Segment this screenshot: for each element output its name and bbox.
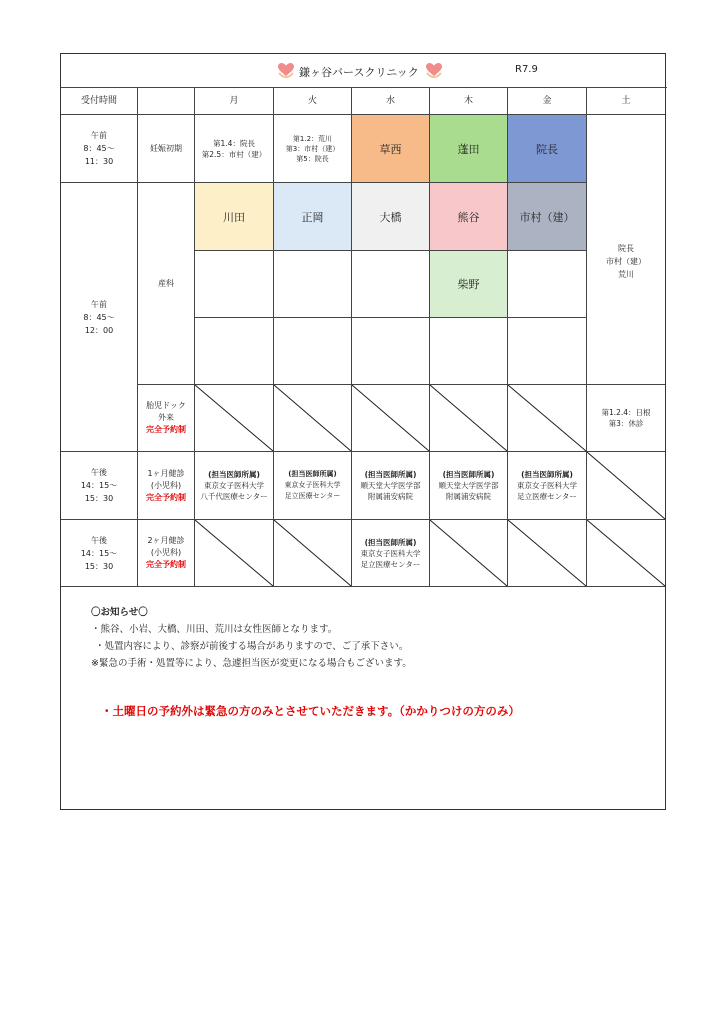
ob-tue-2 [274,251,352,318]
reservation-only-label: 完全予約制 [146,560,186,569]
pm1-tue [274,452,352,520]
notice-saturday-emphasis: ・土曜日の予約外は緊急の方のみとさせていただきます。（かかりつけの方のみ） [101,704,520,718]
doctor-line: 第3：休診 [608,419,644,428]
time-am1 [61,115,138,183]
pm1-wed [352,452,430,520]
time-end: 15：30 [84,494,114,503]
affiliation-line: 足立医療センター [517,492,577,501]
affiliation-line: 東京女子医科大学 [284,481,341,489]
notice-line-female-doctors: ・熊谷、小岩、大橋、川田、荒川は女性医師となります。 [91,624,338,635]
affiliation-heading: (担当医師所属) [521,470,573,479]
clinic-name: 鎌ヶ谷バースクリニック [299,66,419,79]
affiliation-heading: (担当医師所属) [364,537,417,547]
col-header-wed: 水 [352,88,430,115]
time-label: 午前 [91,131,107,140]
time-label: 午後 [91,535,107,545]
col-header-thu: 木 [430,88,508,115]
time-pm2 [61,520,138,587]
col-header-tue: 火 [274,88,352,115]
affiliation-heading: (担当医師所属) [288,470,337,478]
category-fetal-dock [138,385,195,452]
affiliation-line: 附属浦安病院 [368,492,413,501]
affiliation-line: 八千代医療センター [200,492,268,501]
category-2month-checkup [138,520,195,587]
notice-title: 〇お知らせ〇 [91,607,148,618]
category-line: 2ヶ月健診 [147,536,185,545]
category-early-pregnancy: 妊娠初期 [138,115,195,183]
time-am2 [61,183,138,452]
title-bar [61,54,667,88]
pm2-wed [352,520,430,587]
doctor-line: 第1.2.4：日根 [601,408,651,417]
am1-wed: 草西 [352,115,430,183]
affiliation-heading: (担当医師所属) [442,470,495,479]
dock-mon-closed [195,385,274,452]
pm1-thu [430,452,508,520]
schedule-sheet [60,53,666,810]
notice-line-order: ・処置内容により、診察が前後する場合がありますので、ご了承下さい。 [95,641,409,652]
category-obstetrics: 産科 [138,183,195,385]
category-line: (小児科) [150,480,182,490]
doctor-line: 院長 [618,244,634,253]
date-code: R7.9 [515,64,538,75]
pm1-sat-closed [587,452,665,520]
category-line: 胎児ドック [146,401,186,410]
pm2-fri-closed [508,520,587,587]
time-start: 8：45〜 [83,312,115,322]
col-header-sat: 土 [587,88,665,115]
affiliation-line: 足立医療センター [284,492,341,500]
dock-wed-closed [352,385,430,452]
col-header-fri: 金 [508,88,587,115]
affiliation-line: 順天堂大学医学部 [438,481,499,490]
reservation-only-label: 完全予約制 [146,425,186,434]
time-start: 14：15〜 [80,481,118,490]
dock-thu-closed [430,385,508,452]
dock-fri-closed [508,385,587,452]
ob-mon-2 [195,251,274,318]
ob-tue-3 [274,318,352,385]
affiliation-heading: (担当医師所属) [364,470,417,479]
affiliation-line: 東京女子医科大学 [204,481,264,490]
time-end: 11：30 [84,157,114,166]
ob-thu-2: 柴野 [430,251,508,318]
notice-section [61,587,667,809]
pm2-tue-closed [274,520,352,587]
category-line: (小児科) [150,548,182,557]
ob-mon-3 [195,318,274,385]
am1-thu: 蓬田 [430,115,508,183]
reservation-only-label: 完全予約制 [146,492,186,502]
doctor-line: 第1.4：院長 [213,138,255,148]
dock-sat [587,385,665,452]
time-end: 12：00 [84,325,114,335]
notice-line-change: ※緊急の手術・処置等により、急遽担当医が変更になる場合もございます。 [91,658,412,669]
ob-fri-1: 市村（建） [508,183,587,251]
affiliation-line: 東京女子医科大学 [517,481,577,490]
col-header-time: 受付時間 [61,88,138,115]
affiliation-line: 順天堂大学医学部 [360,481,421,490]
ob-mon-1: 川田 [195,183,274,251]
time-start: 14：15〜 [80,548,118,558]
affiliation-line: 附属浦安病院 [446,492,491,501]
pm2-mon-closed [195,520,274,587]
ob-wed-1: 大橋 [352,183,430,251]
doctor-line: 第5：院長 [296,154,329,163]
category-line: 1ヶ月健診 [147,468,185,478]
am1-mon [195,115,274,183]
doctor-line: 第1.2：荒川 [292,134,333,143]
time-end: 15：30 [84,561,114,571]
dock-tue-closed [274,385,352,452]
ob-fri-2 [508,251,587,318]
ob-wed-2 [352,251,430,318]
ob-tue-1: 正岡 [274,183,352,251]
ob-fri-3 [508,318,587,385]
heart-hands-icon-right [425,62,443,78]
sat-am [587,115,665,385]
affiliation-line: 足立医療センター [360,559,421,569]
affiliation-line: 東京女子医科大学 [360,548,421,558]
ob-thu-1: 熊谷 [430,183,508,251]
category-line: 外来 [158,413,174,422]
doctor-line: 荒川 [618,270,634,279]
pm1-fri [508,452,587,520]
category-1month-checkup [138,452,195,520]
pm2-sat-closed [587,520,665,587]
time-label: 午後 [91,468,107,477]
time-label: 午前 [91,299,107,309]
heart-hands-icon [277,62,295,78]
am1-tue [274,115,352,183]
doctor-line: 市村（建） [606,257,646,266]
ob-thu-3 [430,318,508,385]
doctor-line: 第2.5：市村（建） [201,149,267,159]
col-header-mon: 月 [195,88,274,115]
doctor-line: 第3：市村（建） [285,144,340,153]
pm1-mon [195,452,274,520]
affiliation-heading: (担当医師所属) [208,470,260,479]
ob-wed-3 [352,318,430,385]
col-header-category [138,88,195,115]
time-start: 8：45〜 [83,144,115,153]
am1-fri: 院長 [508,115,587,183]
time-pm1 [61,452,138,520]
pm2-thu-closed [430,520,508,587]
